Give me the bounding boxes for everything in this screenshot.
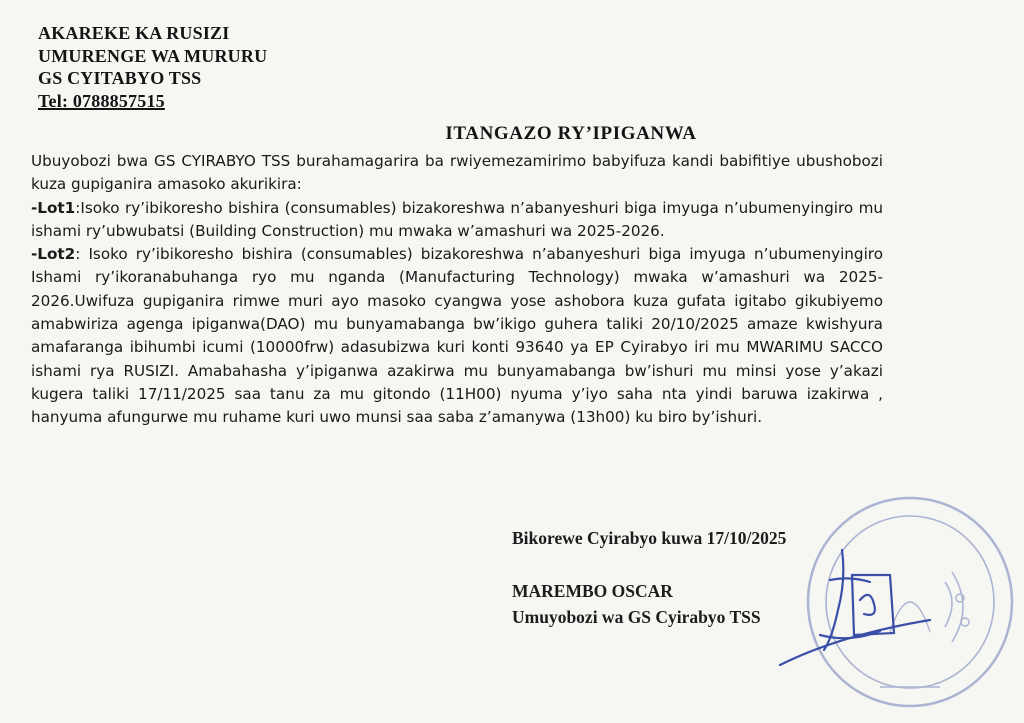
lot2-text: : Isoko ry’ibikoresho bishira (consumables) bizakoreshwa n’abanyeshuri biga imyuga n’ubumenyingiro Ishami ry’ikoranabuhanga ryo mu nganda (Manufacturing Technology) mwaka w’amashuri wa 2025-2026.Uwifuza gupiganira rimwe muri ayo masoko cyangwa yose ashobora kuza gufata igitabo gikubiyemo amabwiriza agenga ipiganwa(DAO) mu bunyamabanga bw’ikigo guhera taliki 20/10/2025 amaze kwishyura amafaranga ibihumbi icumi (10000frw) adasubizwa kuri konti 93640 ya EP Cyirabyo iri mu MWARIMU SACCO ishami rya RUSIZI. Amabahasha y’ipiganwa azakirwa mu bunyamabanga bw’ishuri mu minsi yose y’akazi kugera taliki 17/11/2025 saa tanu za mu gitondo (11H00) nyuma y’iyo saha nta yindi baruwa izakirwa , hanyuma afungurwe mu ruhame kuri uwo munsi saa saba z’amanywa (13h00) ku biro by’ishuri.: [31, 245, 883, 427]
signature-date: Bikorewe Cyirabyo kuwa 17/10/2025: [512, 528, 787, 548]
district-name: AKAREKE KA RUSIZI: [38, 23, 230, 43]
letterhead: [38, 22, 458, 112]
page-title-wrap: [0, 123, 1024, 145]
lot2-paragraph: [31, 243, 883, 429]
lot1-paragraph: [31, 197, 883, 244]
signatory-name: MAREMBO OSCAR: [512, 581, 673, 601]
school-name: GS CYITABYO TSS: [38, 68, 202, 88]
lot1-text: :Isoko ry’ibikoresho bishira (consumables) bizakoreshwa n’abanyeshuri biga imyuga n’ubumenyingiro mu ishami ry’ubwubatsi (Building Construction) mu mwaka w’amashuri wa 2025-2026.: [31, 198, 883, 240]
school-phone: Tel: 0788857515: [38, 90, 165, 111]
signatory-role: Umuyobozi wa GS Cyirabyo TSS: [512, 607, 761, 627]
sector-name: UMURENGE WA MURURU: [38, 45, 268, 66]
page-title: ITANGAZO RY’IPIGANWA: [445, 123, 697, 144]
lot2-label: -Lot2: [31, 245, 76, 264]
intro-paragraph: Ubuyobozi bwa GS CYIRABYO TSS burahamagarira ba rwiyemezamirimo babyifuza kandi babifitiye ubushobozi kuza gupiganira amasoko akurikira:: [31, 152, 883, 194]
signature-scrawl: [760, 540, 940, 670]
lot1-label: -Lot1: [31, 198, 76, 217]
announcement-body: [31, 150, 883, 430]
